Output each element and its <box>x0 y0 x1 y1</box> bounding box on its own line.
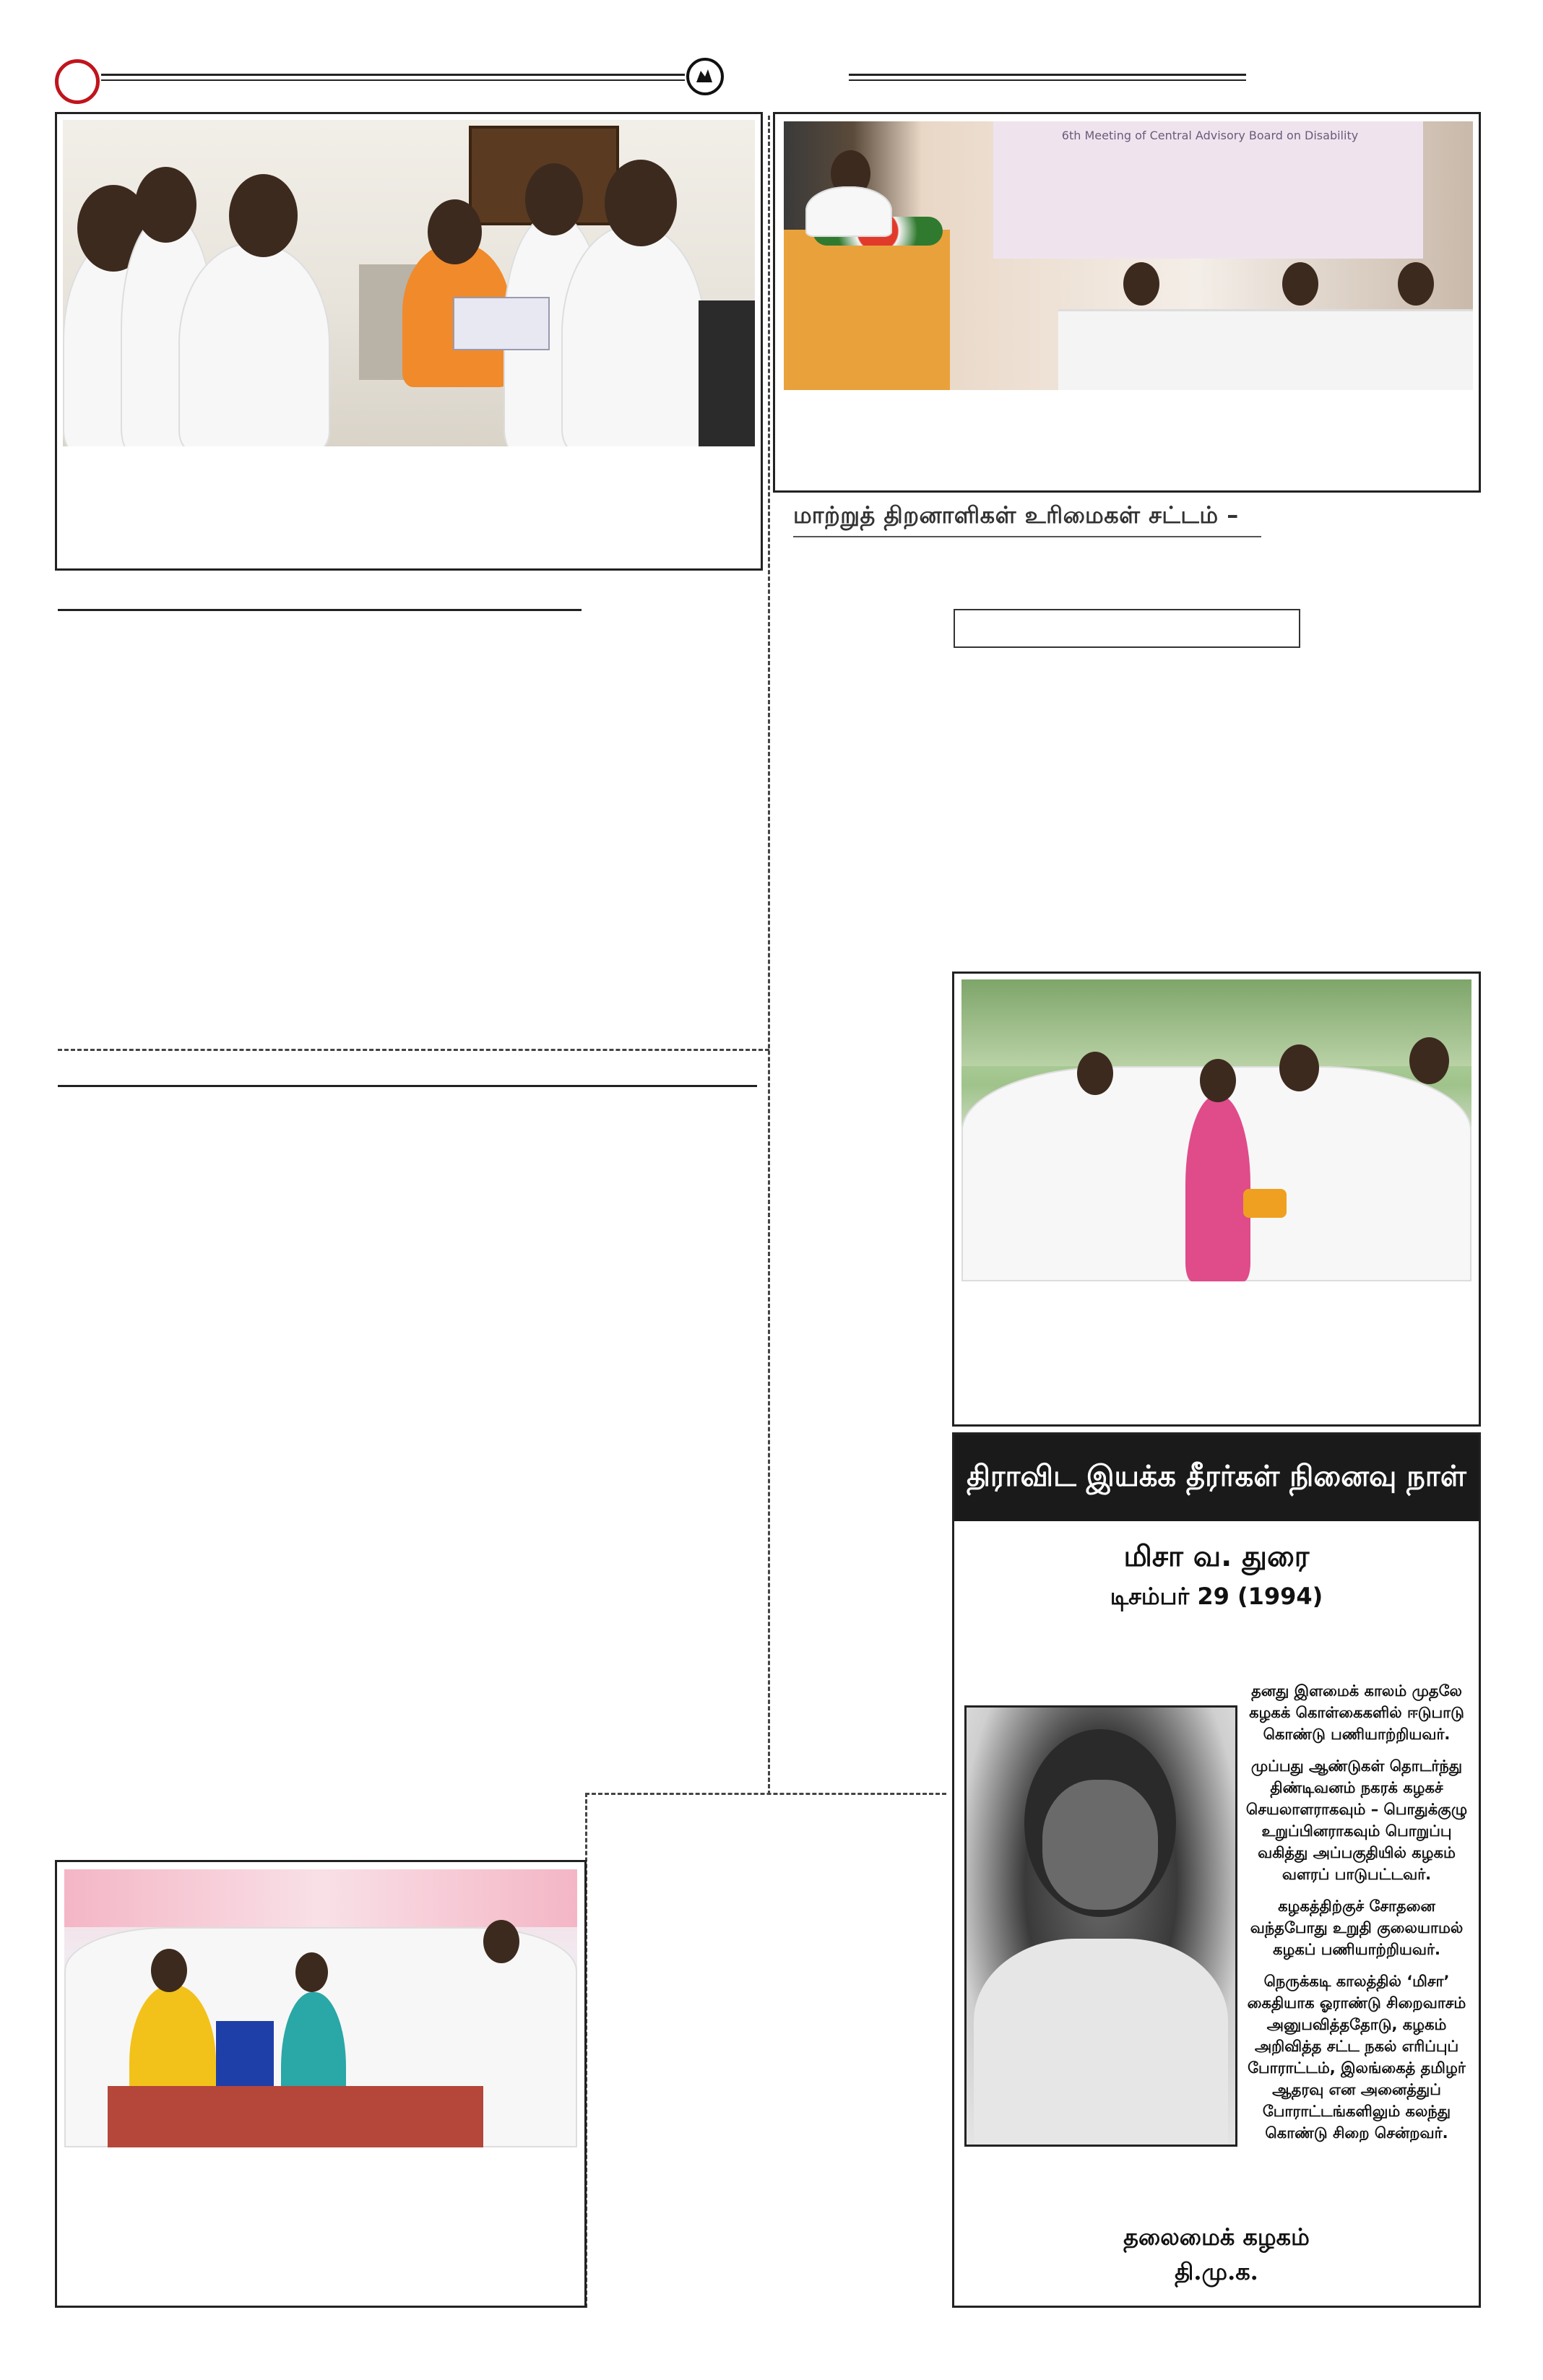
memorial-date: டிசம்பர் 29 (1994) <box>1110 1583 1323 1610</box>
photo-box-office <box>55 112 763 571</box>
photo-box-conference <box>773 112 1481 493</box>
masthead-logo <box>55 59 100 104</box>
column-rule <box>58 1085 757 1087</box>
gift-box <box>1243 1189 1287 1218</box>
masthead-rule-right <box>849 74 1246 76</box>
column-rule <box>58 609 582 611</box>
memorial-paragraph: கழகத்திற்குச் சோதனை வந்தபோது உறுதி குலையாமல் கழகப் பணியாற்றியவர். <box>1250 1897 1464 1958</box>
masthead-rule-left <box>101 74 685 76</box>
person-head <box>605 160 677 246</box>
memorial-name: மிசா வ. துரை <box>1123 1540 1310 1573</box>
section-divider-dashed <box>58 1049 769 1051</box>
memorial-portrait <box>964 1705 1237 2147</box>
office-chair <box>699 300 755 446</box>
blue-bag <box>216 2021 274 2086</box>
memorial-footer-party: தி.மு.க. <box>1175 2258 1258 2285</box>
speaker <box>805 186 892 237</box>
photo-conference-stage <box>784 121 1473 390</box>
person <box>561 225 706 446</box>
section-divider-dashed <box>585 1793 946 1795</box>
headline-disability-rights: மாற்றுத் திறனாளிகள் உரிமைகள் சட்டம் – <box>793 501 1239 529</box>
person-head <box>135 167 196 243</box>
masthead-rule-right-2 <box>849 79 1246 81</box>
portrait-shirt <box>974 1939 1228 2145</box>
memorial-banner: திராவிட இயக்க தீரர்கள் நினைவு நாள் <box>954 1435 1479 1521</box>
memorial-paragraph: தனது இளமைக் காலம் முதலே கழகக் கொள்கைகளில் ஈடுபாடு கொண்டு பணியாற்றியவர். <box>1249 1682 1464 1743</box>
headline-underline <box>793 536 1261 537</box>
person-head <box>483 1920 519 1963</box>
person-head <box>151 1949 187 1992</box>
photo-office-handover <box>63 120 755 446</box>
blank-caption-box <box>954 609 1300 648</box>
event-backdrop <box>64 1869 577 1927</box>
memorial-paragraph: முப்பது ஆண்டுகள் தொடர்ந்து திண்டிவனம் நகரக் கழகச் செயலாளராகவும் – பொதுக்குழு உறுப்பினராகவும் பொறுப்பு வகித்து அப்பகுதியில் கழகம் வளரப் பாடுபட்டவர். <box>1245 1757 1468 1883</box>
panelist-head <box>1123 262 1159 306</box>
speaker-podium <box>784 230 950 390</box>
memorial-footer-org: தலைமைக் கழகம் <box>1123 2223 1310 2251</box>
person <box>178 243 330 446</box>
photo-box-garden <box>952 972 1481 1427</box>
memorial-text <box>1237 1680 1476 2154</box>
handed-document <box>453 297 550 350</box>
panelist-head <box>1398 262 1434 306</box>
person-head <box>1200 1059 1236 1102</box>
party-emblem-icon <box>686 58 724 95</box>
person-head <box>525 163 583 235</box>
memorial-paragraph: நெருக்கடி காலத்தில் ‘மிசா’ கைதியாக ஓராண்டு சிறைவாசம் அனுபவித்ததோடு, கழகம் அறிவித்த சட்ட நகல் எரிப்புப் போராட்டம், இலங்கைத் தமிழர் ஆதரவு என அனைத்துப் போராட்டங்களிலும் கலந்து கொண்டு சிறை சென்றவர். <box>1247 1973 1466 2142</box>
column-divider-dashed <box>768 116 770 1795</box>
photo-garden-gathering <box>961 979 1471 1281</box>
photo-box-event <box>55 1860 587 2308</box>
event-table <box>108 2086 483 2147</box>
head-table <box>1058 309 1473 390</box>
person-head <box>1077 1052 1113 1095</box>
screen-title: 6th Meeting of Central Advisory Board on Disability <box>1061 129 1359 142</box>
person-head <box>1279 1044 1319 1091</box>
tree-canopy <box>961 979 1471 1066</box>
person-head <box>1409 1037 1449 1084</box>
person-head <box>428 199 482 264</box>
person-head <box>229 174 298 257</box>
memorial-notice <box>952 1432 1481 2308</box>
person-head <box>295 1952 328 1992</box>
portrait-face <box>1042 1780 1158 1910</box>
photo-welfare-event <box>64 1869 577 2147</box>
panelist-head <box>1282 262 1318 306</box>
woman-saree <box>1185 1095 1250 1281</box>
masthead-rule-left-2 <box>101 79 685 81</box>
projection-screen <box>993 121 1423 259</box>
